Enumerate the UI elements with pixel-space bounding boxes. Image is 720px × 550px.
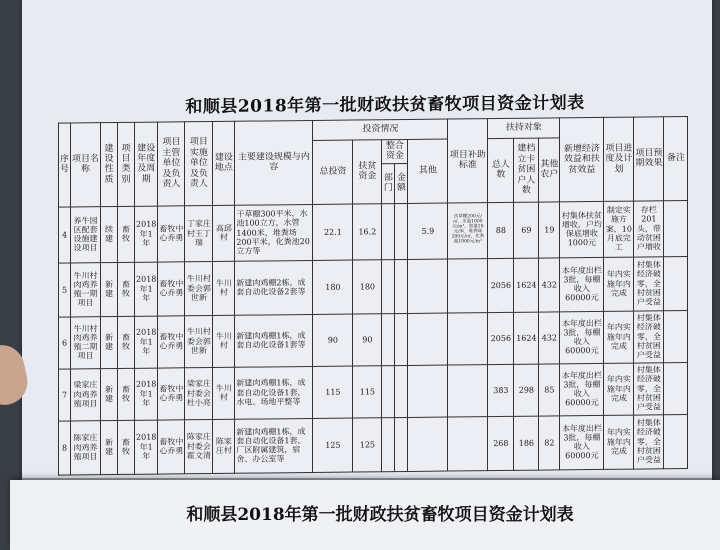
cell-dept xyxy=(382,365,395,417)
cell-category: 畜牧 xyxy=(118,206,135,262)
header-other-households: 其他农户 xyxy=(539,138,560,202)
table-row xyxy=(59,414,688,475)
cell-people: 2056 xyxy=(488,312,514,364)
cell-category: 畜牧 xyxy=(118,420,135,474)
cell-other-households: 432 xyxy=(539,258,560,312)
cell-other xyxy=(408,259,448,313)
cell-nature: 新建 xyxy=(101,368,118,420)
cell-benefit: 本年度出栏3批，每棚收入60000元 xyxy=(560,363,604,415)
cell-total: 22.1 xyxy=(313,204,353,260)
cell-remarks xyxy=(664,256,688,310)
cell-supervisor: 畜牧中心乔勇 xyxy=(158,315,185,367)
cell-seq: 4 xyxy=(59,207,71,263)
cell-subsidy: 饮草棚200元/㎡，水池1000元/m³，管道10元/米，堆粪场200元/㎡，化粪池1000元/m³ xyxy=(448,202,488,258)
cell-location: 牛川村 xyxy=(213,367,235,419)
cell-progress: 年内实施年内完成 xyxy=(604,363,634,415)
cell-other-households: 19 xyxy=(539,202,560,258)
cell-remarks xyxy=(664,310,688,362)
cell-name: 陈家庄肉鸡养殖项目 xyxy=(71,420,101,474)
cell-registered: 298 xyxy=(514,364,539,416)
cell-fund: 180 xyxy=(353,259,382,313)
cell-year: 2018年1年 xyxy=(135,316,158,368)
cell-dept xyxy=(382,203,395,259)
header-progress: 项目进度及计划 xyxy=(604,117,634,201)
cell-amount xyxy=(395,417,408,471)
cell-registered: 1624 xyxy=(514,258,539,312)
cell-benefit: 本年度出栏3批，每棚收入60000元 xyxy=(560,311,604,363)
cell-progress: 年内实施年内完成 xyxy=(604,257,634,311)
cell-remarks xyxy=(664,414,688,468)
cell-other-households: 82 xyxy=(539,416,560,470)
cell-supervisor: 畜牧中心乔勇 xyxy=(158,205,185,261)
cell-remarks xyxy=(664,200,688,256)
cell-other: 5.9 xyxy=(408,203,448,259)
header-amount: 金额 xyxy=(395,163,408,203)
cell-people: 383 xyxy=(488,364,514,416)
cell-subsidy xyxy=(448,416,488,470)
cell-total: 125 xyxy=(313,418,353,472)
cell-scale: 新建肉鸡棚1栋，成套自动化设备1套，水电、场地平整等 xyxy=(235,366,313,419)
cell-people: 268 xyxy=(488,416,514,470)
cell-seq: 5 xyxy=(59,263,71,317)
cell-nature: 新建 xyxy=(101,420,118,474)
cell-dept xyxy=(382,259,395,313)
header-seq: 序号 xyxy=(59,123,71,207)
cell-other-households: 432 xyxy=(539,312,560,364)
cell-implementer: 梁家庄村委会杜小亮 xyxy=(185,367,213,419)
header-registered: 建档立卡贫困户人数 xyxy=(514,138,539,202)
cell-registered: 69 xyxy=(514,202,539,258)
document-title: 和顺县2018年第一批财政扶贫畜牧项目资金计划表 xyxy=(185,93,585,118)
cell-location: 高邱村 xyxy=(213,205,235,261)
cell-other-households: 85 xyxy=(539,364,560,416)
cell-scale: 新建肉鸡棚1栋，成套自动化设备1套，厂区附属建筑，宿舍、办公室等 xyxy=(235,418,313,473)
cell-expected: 存栏201头，带动贫困户增收 xyxy=(634,200,664,256)
cell-implementer: 牛川村委会郭世新 xyxy=(185,315,213,367)
cell-year: 2018年1年 xyxy=(135,368,158,420)
cell-name: 牛川村肉鸡养殖二期项目 xyxy=(71,316,101,368)
cell-fund: 90 xyxy=(353,313,382,365)
cell-benefit: 村集体扶贫增收，户均保底增收1000元 xyxy=(560,201,604,257)
header-nature: 建设性质 xyxy=(101,122,118,206)
cell-year: 2018年1年 xyxy=(135,420,158,474)
header-implementer: 项目实施单位及负责人 xyxy=(185,122,213,206)
cell-nature: 续建 xyxy=(101,206,118,262)
cell-benefit: 本年度出栏3批，每棚收入60000元 xyxy=(560,257,604,311)
header-scale: 主要建设规模与内容 xyxy=(235,120,313,205)
cell-progress: 年内实施年内完成 xyxy=(604,311,634,363)
cell-people: 2056 xyxy=(488,258,514,312)
header-location: 建设地点 xyxy=(213,121,235,205)
cell-people: 88 xyxy=(488,202,514,258)
cell-subsidy xyxy=(448,364,488,416)
cell-supervisor: 畜牧中心乔勇 xyxy=(158,261,185,315)
cell-benefit: 本年度出栏3批，每棚收入60000元 xyxy=(560,415,604,469)
header-investment: 投资情况 xyxy=(313,119,448,140)
cell-remarks xyxy=(664,362,688,414)
cell-supervisor: 畜牧中心乔勇 xyxy=(158,419,185,473)
cell-dept xyxy=(382,417,395,471)
cell-nature: 新建 xyxy=(101,262,118,316)
header-integrated-fund: 整合资金 xyxy=(382,139,408,163)
table-row xyxy=(59,200,688,263)
header-benefit: 新增经济效益和扶贫效益 xyxy=(560,117,604,201)
cell-location: 牛川村 xyxy=(213,315,235,367)
cell-dept xyxy=(382,313,395,365)
cell-total: 90 xyxy=(313,314,353,366)
header-dept: 部门 xyxy=(382,163,395,203)
cell-category: 畜牧 xyxy=(118,316,135,368)
cell-expected: 村集体经济破零，全村贫困户受益 xyxy=(634,414,664,468)
cell-seq: 7 xyxy=(59,369,71,421)
cell-seq: 6 xyxy=(59,317,71,369)
cell-seq: 8 xyxy=(59,421,71,475)
cell-scale: 新建肉鸡棚1栋，成套自动化设备1套等 xyxy=(235,314,313,367)
cell-subsidy xyxy=(448,258,488,312)
table-row xyxy=(59,256,688,317)
cell-fund: 125 xyxy=(353,417,382,471)
cell-progress: 年内实施年内完成 xyxy=(604,415,634,469)
cell-name: 梁家庄肉鸡养殖项目 xyxy=(71,368,101,420)
cell-scale: 新建肉鸡棚2栋，成套自动化设备2套等 xyxy=(235,260,313,315)
header-name: 项目名称 xyxy=(71,123,101,207)
cell-location: 牛川村 xyxy=(213,261,235,315)
cell-year: 2018年1年 xyxy=(135,262,158,316)
cell-other xyxy=(408,365,448,417)
cell-fund: 115 xyxy=(353,365,382,417)
cell-fund: 16.2 xyxy=(353,203,382,259)
cell-registered: 1624 xyxy=(514,312,539,364)
cell-subsidy xyxy=(448,312,488,364)
cell-expected: 村集体经济破零，全村贫困户受益 xyxy=(634,310,664,362)
cell-amount xyxy=(395,203,408,259)
table-row xyxy=(59,362,688,421)
table-row xyxy=(59,310,688,369)
cell-implementer: 陈家庄村委会霍文清 xyxy=(185,419,213,473)
header-expected: 项目预期效果 xyxy=(634,117,664,201)
cell-nature: 新建 xyxy=(101,316,118,368)
cell-amount xyxy=(395,313,408,365)
cell-amount xyxy=(395,365,408,417)
cell-implementer: 丁家庄村王丁瑞 xyxy=(185,205,213,261)
cell-implementer: 牛川村委会郭世新 xyxy=(185,261,213,315)
document-page xyxy=(22,0,712,490)
header-total-invest: 总投资 xyxy=(313,140,353,204)
cell-expected: 村集体经济破零，全村贫困户受益 xyxy=(634,362,664,414)
cell-other xyxy=(408,417,448,471)
funding-table xyxy=(58,116,688,475)
cell-progress: 制定实施方案，10月底完工 xyxy=(604,201,634,257)
header-category: 项目类别 xyxy=(118,122,135,206)
cell-name: 养牛园区配套设施建设项目 xyxy=(71,206,101,262)
header-year: 建设年度及周期 xyxy=(135,122,158,206)
cell-registered: 186 xyxy=(514,416,539,470)
cell-category: 畜牧 xyxy=(118,368,135,420)
cell-location: 陈家庄村 xyxy=(213,419,235,473)
header-remarks: 备注 xyxy=(664,117,688,201)
cell-expected: 村集体经济破零，全村贫困户受益 xyxy=(634,256,664,310)
cell-category: 畜牧 xyxy=(118,262,135,316)
header-total-people: 总人数 xyxy=(488,138,514,202)
cell-other xyxy=(408,313,448,365)
header-supervisor: 项目主管单位及负责人 xyxy=(158,122,185,206)
cell-name: 牛川村肉鸡养殖一期项目 xyxy=(71,262,101,316)
header-subsidy: 项目补助标准 xyxy=(448,119,488,203)
header-beneficiaries: 扶持对象 xyxy=(488,118,560,139)
header-other: 其他 xyxy=(408,139,448,203)
cell-total: 180 xyxy=(313,260,353,314)
header-poverty-fund: 扶贫资金 xyxy=(353,140,382,204)
cell-scale: 干草棚300平米，水池100立方，水管1400米，堆粪场200平米，化粪池20立方等 xyxy=(235,204,313,261)
next-page-title: 和顺县2018年第一批财政扶贫畜牧项目资金计划表 xyxy=(186,505,574,525)
cell-supervisor: 畜牧中心乔勇 xyxy=(158,367,185,419)
cell-year: 2018年1年 xyxy=(135,206,158,262)
cell-total: 115 xyxy=(313,366,353,418)
cell-amount xyxy=(395,259,408,313)
